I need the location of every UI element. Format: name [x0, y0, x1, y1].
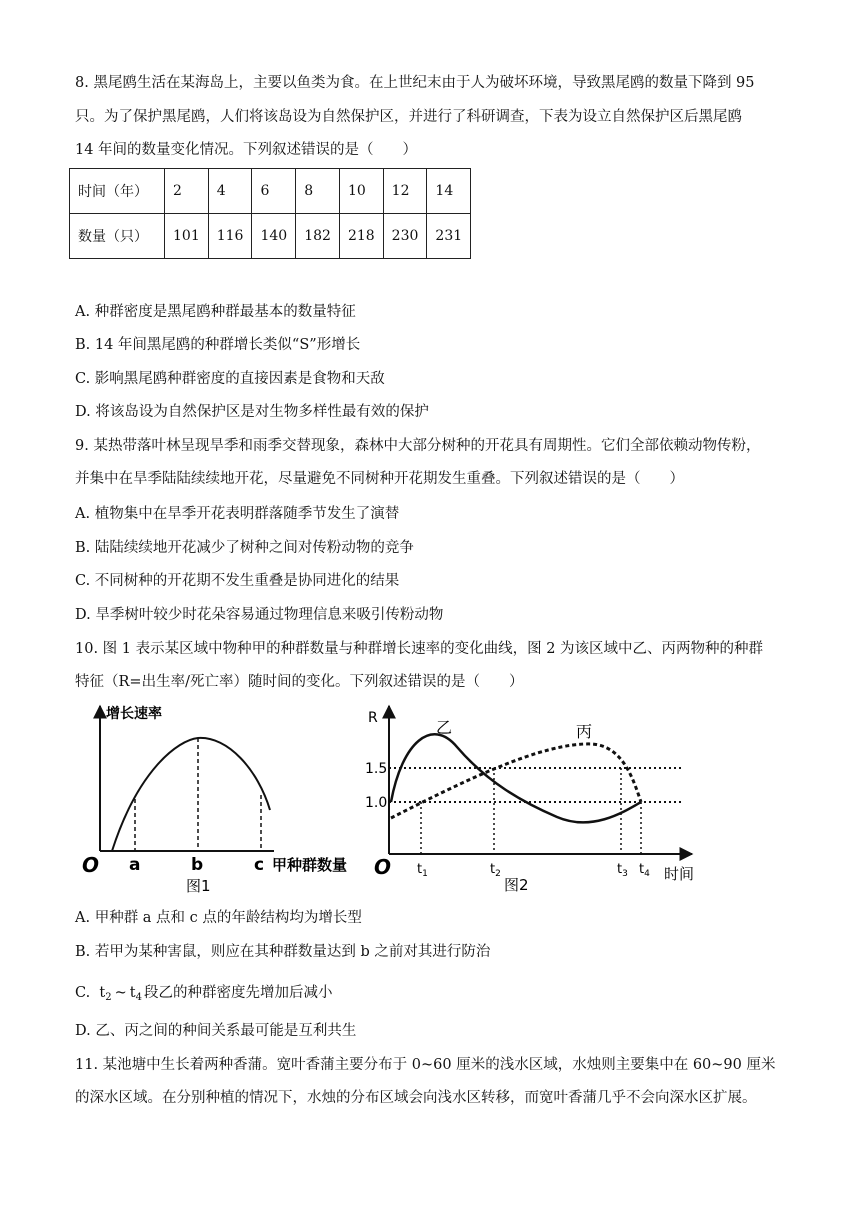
fig2-ytick-1-0: 1.0 — [365, 795, 388, 811]
fig2-caption: 图2 — [504, 876, 529, 892]
fig1-xlabel: 甲种群数量 — [272, 856, 348, 874]
option-letter: C. — [75, 985, 91, 1001]
fig2-t4: $t_4$ — [639, 862, 650, 879]
q8-option-d: D. 将该岛设为自然保护区是对生物多样性最有效的保护 — [75, 404, 429, 420]
table-cell: 231 — [427, 214, 471, 259]
figure-2 — [362, 702, 710, 892]
q10-option-a: A. 甲种群 a 点和 c 点的年龄结构均为增长型 — [75, 910, 362, 926]
tilde-symbol: ~ — [114, 985, 127, 1001]
fig2-origin: O — [374, 855, 392, 879]
q9-option-a: A. 植物集中在旱季开花表明群落随季节发生了演替 — [75, 506, 400, 522]
table-cell: 10 — [339, 169, 383, 214]
fig1-tick-b: b — [191, 855, 204, 875]
table-cell: 14 — [427, 169, 471, 214]
table-cell: 12 — [383, 169, 427, 214]
fig1-ylabel: 增长速率 — [106, 706, 162, 722]
fig2-label-yi: 乙 — [436, 718, 453, 737]
table-cell: 101 — [165, 214, 209, 259]
fig2-t1: $t_1$ — [417, 862, 428, 879]
table-cell: 2 — [165, 169, 209, 214]
q10-option-d: D. 乙、丙之间的种间关系最可能是互利共生 — [75, 1023, 357, 1039]
table-cell: 230 — [383, 214, 427, 259]
fig2-curve-bing — [391, 744, 641, 818]
q8-data-table — [69, 168, 471, 259]
q9-stem-line-1: 9. 某热带落叶林呈现旱季和雨季交替现象，森林中大部分树种的开花具有周期性。它们全部依赖动物传粉， — [75, 438, 761, 454]
q10-stem-line-2: 特征（R=出生率/死亡率）随时间的变化。下列叙述错误的是（ ） — [75, 674, 524, 690]
q9-stem-line-2: 并集中在旱季陆陆续续地开花，尽量避免不同树种开花期发生重叠。下列叙述错误的是（ ） — [75, 471, 684, 487]
table-cell: 6 — [252, 169, 296, 214]
option-text: 段乙的种群密度先增加后减小 — [143, 985, 333, 1001]
q8-option-b: B. 14 年间黑尾鸥的种群增长类似“S”形增长 — [75, 337, 361, 353]
fig1-tick-c: c — [254, 855, 265, 875]
fig1-caption: 图1 — [186, 877, 211, 895]
q8-stem-line-2: 只。为了保护黑尾鸥，人们将该岛设为自然保护区，并进行了科研调查，下表为设立自然保护区后黑尾鸥 — [75, 109, 742, 125]
figure-1 — [78, 700, 370, 900]
table-cell: 140 — [252, 214, 296, 259]
table-row-header-count: 数量（只） — [70, 214, 165, 259]
q10-option-c — [75, 983, 332, 1008]
q8-stem-line-3: 14 年间的数量变化情况。下列叙述错误的是（ ） — [75, 142, 418, 158]
fig2-t3: $t_3$ — [617, 862, 628, 879]
fig1-tick-a: a — [129, 855, 141, 875]
q8-stem-line-1: 8. 黑尾鸥生活在某海岛上，主要以鱼类为食。在上世纪末由于人为破坏环境，导致黑尾鸥的数量下降到 95 — [75, 75, 755, 91]
fig2-ylabel: R — [368, 710, 378, 726]
table-cell: 116 — [208, 214, 252, 259]
fig2-curve-yi — [391, 734, 641, 822]
fig2-t2: $t_2$ — [490, 862, 501, 879]
table-cell: 4 — [208, 169, 252, 214]
q10-stem-line-1: 10. 图 1 表示某区域中物种甲的种群数量与种群增长速率的变化曲线，图 2 为该区域中乙、丙两物种的种群 — [75, 641, 764, 657]
q10-option-b: B. 若甲为某种害鼠，则应在其种群数量达到 b 之前对其进行防治 — [75, 944, 491, 960]
q9-option-b: B. 陆陆续续地开花减少了树种之间对传粉动物的竞争 — [75, 540, 414, 556]
fig2-ytick-1-5: 1.5 — [365, 761, 388, 777]
q11-stem-line-2: 的深水区域。在分别种植的情况下，水烛的分布区域会向浅水区转移，而宽叶香蒲几乎不会向深水区扩展。 — [75, 1090, 757, 1106]
table-row — [70, 169, 471, 214]
fig2-label-bing: 丙 — [576, 722, 593, 741]
t-subscript: 4 — [135, 992, 142, 1003]
q8-option-c: C. 影响黑尾鸥种群密度的直接因素是食物和天敌 — [75, 371, 385, 387]
table-cell: 8 — [296, 169, 340, 214]
table-cell: 182 — [296, 214, 340, 259]
fig2-xlabel: 时间 — [664, 865, 695, 883]
table-cell: 218 — [339, 214, 383, 259]
q9-option-d: D. 旱季树叶较少时花朵容易通过物理信息来吸引传粉动物 — [75, 607, 444, 623]
table-row — [70, 214, 471, 259]
q8-option-a: A. 种群密度是黑尾鸥种群最基本的数量特征 — [75, 304, 356, 320]
t-symbol: t — [99, 985, 106, 1001]
table-row-header-time: 时间（年） — [70, 169, 165, 214]
q9-option-c: C. 不同树种的开花期不发生重叠是协同进化的结果 — [75, 573, 400, 589]
t-symbol: t — [129, 985, 136, 1001]
q11-stem-line-1: 11. 某池塘中生长着两种香蒲。宽叶香蒲主要分布于 0~60 厘米的浅水区域，水烛则主要集中在 60~90 厘米 — [75, 1057, 776, 1073]
t-subscript: 2 — [105, 992, 112, 1003]
fig1-origin: O — [82, 853, 100, 877]
